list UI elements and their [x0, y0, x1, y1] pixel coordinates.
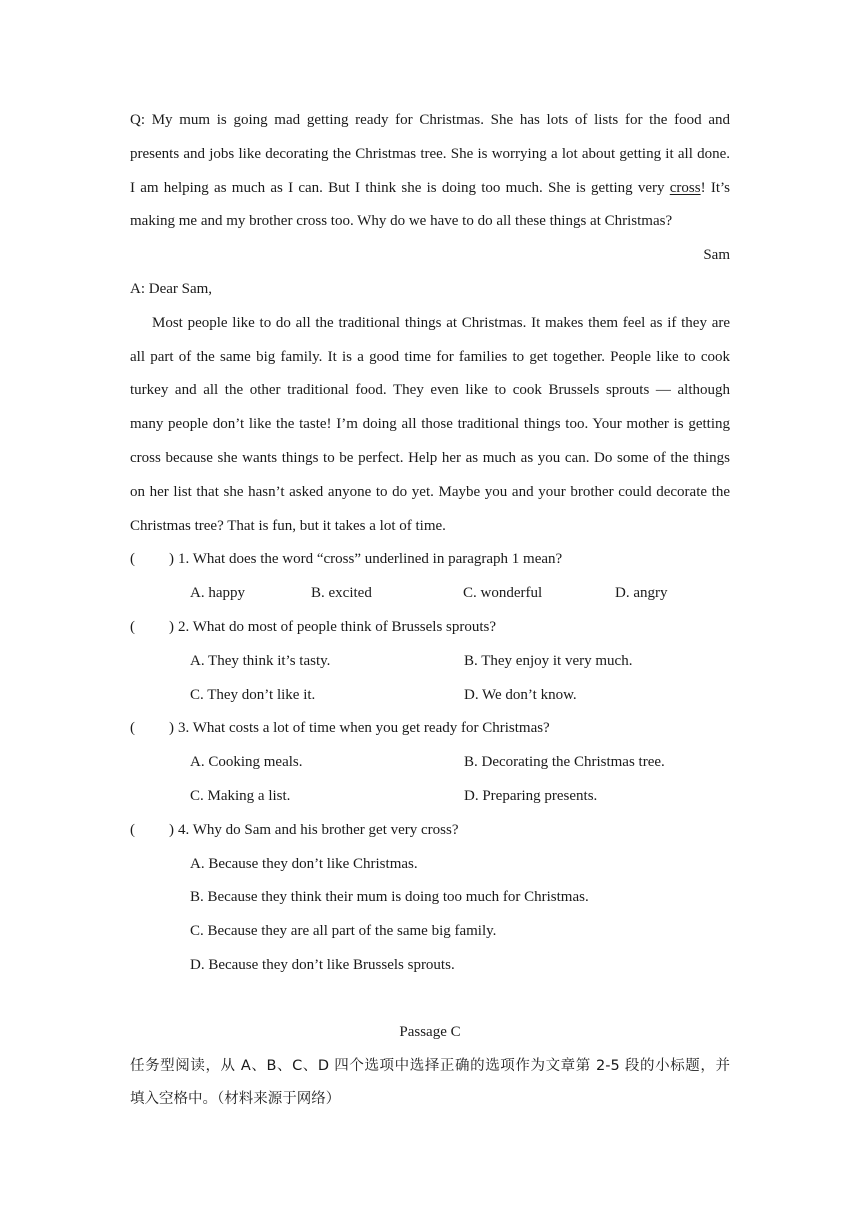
question-text: 3. What costs a lot of time when you get ready for Christmas? — [178, 720, 550, 737]
option-c: C. Because they are all part of the same big family. — [190, 923, 497, 940]
document-page — [130, 104, 730, 1117]
option-d: D. angry — [615, 585, 668, 602]
answer-line: many people don’t like the taste! I’m doing all those traditional things too. Your mother is getting — [130, 416, 730, 433]
answer-blank[interactable]: ( ) — [130, 618, 174, 635]
answer-letter — [130, 273, 730, 543]
answer-blank[interactable]: ( ) — [130, 821, 174, 838]
question-2 — [130, 611, 730, 712]
passage-c — [130, 1016, 730, 1117]
option-a: A. Because they don’t like Christmas. — [190, 855, 418, 872]
instruction-line: 填入空格中。（材料来源于网络） — [130, 1091, 341, 1108]
option-a: A. They think it’s tasty. — [190, 652, 331, 669]
answer-line: on her list that she hasn’t asked anyone to do yet. Maybe you and your brother could decorate the — [130, 483, 730, 500]
question-letter — [130, 104, 730, 273]
letter-line: making me and my brother cross too. Why do we have to do all these things at Christmas? — [130, 213, 673, 230]
signature: Sam — [703, 247, 730, 264]
section-gap — [130, 983, 730, 1016]
question-text: 4. Why do Sam and his brother get very cross? — [178, 821, 459, 838]
question-text: 1. What does the word “cross” underlined in paragraph 1 mean? — [178, 551, 563, 568]
question-3 — [130, 712, 730, 813]
option-b: B. They enjoy it very much. — [464, 652, 633, 669]
option-b: B. excited — [311, 585, 372, 602]
option-d: D. Preparing presents. — [464, 787, 598, 804]
option-d: D. Because they don’t like Brussels sprouts. — [190, 956, 455, 973]
letter-line: presents and jobs like decorating the Christmas tree. She is worrying a lot about getting it all done. — [130, 145, 730, 162]
answer-line: Christmas tree? That is fun, but it takes a lot of time. — [130, 517, 446, 534]
option-d: D. We don’t know. — [464, 686, 577, 703]
option-b: B. Decorating the Christmas tree. — [464, 754, 665, 771]
option-c: C. wonderful — [463, 585, 543, 602]
question-1 — [130, 543, 730, 611]
letter-text: ! It’s — [700, 179, 730, 196]
answer-line: Most people like to do all the traditional things at Christmas. It makes them feel as if they are — [152, 314, 730, 331]
question-4 — [130, 814, 730, 983]
answer-line: turkey and all the other traditional food. They even like to cook Brussels sprouts — although — [130, 382, 730, 399]
option-b: B. Because they think their mum is doing too much for Christmas. — [190, 889, 589, 906]
question-text: 2. What do most of people think of Brussels sprouts? — [178, 618, 497, 635]
letter-text: I am helping as much as I can. But I think she is doing too much. She is getting very — [130, 179, 670, 196]
answer-line: cross because she wants things to be perfect. Help her as much as you can. Do some of the things — [130, 449, 730, 466]
answer-blank[interactable]: ( ) — [130, 720, 174, 737]
letter-line — [130, 172, 730, 206]
answer-line: all part of the same big family. It is a good time for families to get together. People like to cook — [130, 348, 730, 365]
passage-title: Passage C — [399, 1023, 461, 1040]
instruction-line: 任务型阅读，从 A、B、C、D 四个选项中选择正确的选项作为文章第 2-5 段的小标题，并 — [130, 1057, 730, 1074]
option-a: A. happy — [190, 585, 245, 602]
option-a: A. Cooking meals. — [190, 754, 303, 771]
option-c: C. Making a list. — [190, 787, 291, 804]
underlined-word: cross — [669, 179, 701, 196]
letter-line: Q: My mum is going mad getting ready for Christmas. She has lots of lists for the food and — [130, 112, 730, 128]
answer-blank[interactable]: ( ) — [130, 551, 174, 568]
option-c: C. They don’t like it. — [190, 686, 316, 703]
answer-salutation: A: Dear Sam, — [130, 280, 213, 297]
